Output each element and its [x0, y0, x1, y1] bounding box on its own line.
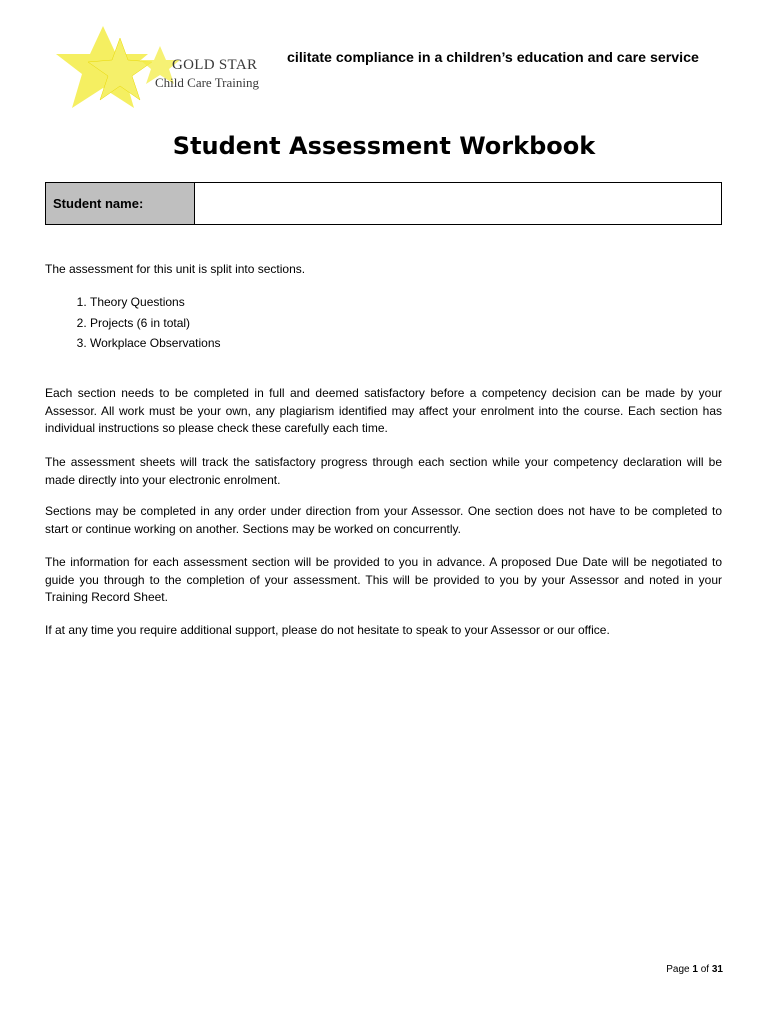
list-item: 1. Theory Questions [90, 292, 221, 313]
document-title: Student Assessment Workbook [172, 132, 596, 160]
paragraph: The assessment sheets will track the satisfactory progress through each section while your competency declaration will be made directly into your electronic enrolment. [45, 455, 722, 487]
paragraph: The information for each assessment section will be provided to you in advance. A proposed Due Date will be negotiated to guide you through to the completion of your assessment. This will be provided to you by your Assessor and noted in your Training Record Sheet. [45, 555, 722, 604]
student-name-label: Student name: [46, 183, 195, 224]
paragraph: Sections may be completed in any order under direction from your Assessor. One section does not have to be completed to start or continue working on another. Sections may be worked on concurrently. [45, 504, 722, 536]
list-item: 2. Projects (6 in total) [90, 313, 221, 334]
page-footer [666, 964, 723, 975]
logo-text-gold-star: GOLD STAR [172, 57, 258, 73]
student-name-field[interactable] [195, 183, 721, 224]
header-title: cilitate compliance in a children’s education and care service [287, 50, 699, 66]
intro-text: The assessment for this unit is split into sections. [45, 262, 306, 276]
paragraph: Each section needs to be completed in full and deemed satisfactory before a competency decision can be made by your Assessor. All work must be your own, any plagiarism identified may affect your enrolment into the course. Each section has individual instructions so please check these carefully each time. [45, 386, 722, 435]
page-total: 31 [711, 964, 723, 975]
paragraph: If at any time you require additional support, please do not hesitate to speak to your Assessor or our office. [45, 623, 610, 637]
page-word: Page [666, 964, 690, 975]
page-current: 1 [692, 964, 698, 975]
gold-star-logo [48, 24, 288, 120]
list-item: 3. Workplace Observations [90, 333, 221, 354]
student-name-table [45, 182, 722, 225]
sections-list [68, 292, 221, 354]
of-word: of [700, 964, 710, 975]
logo-text-child-care-training: Child Care Training [155, 75, 260, 90]
